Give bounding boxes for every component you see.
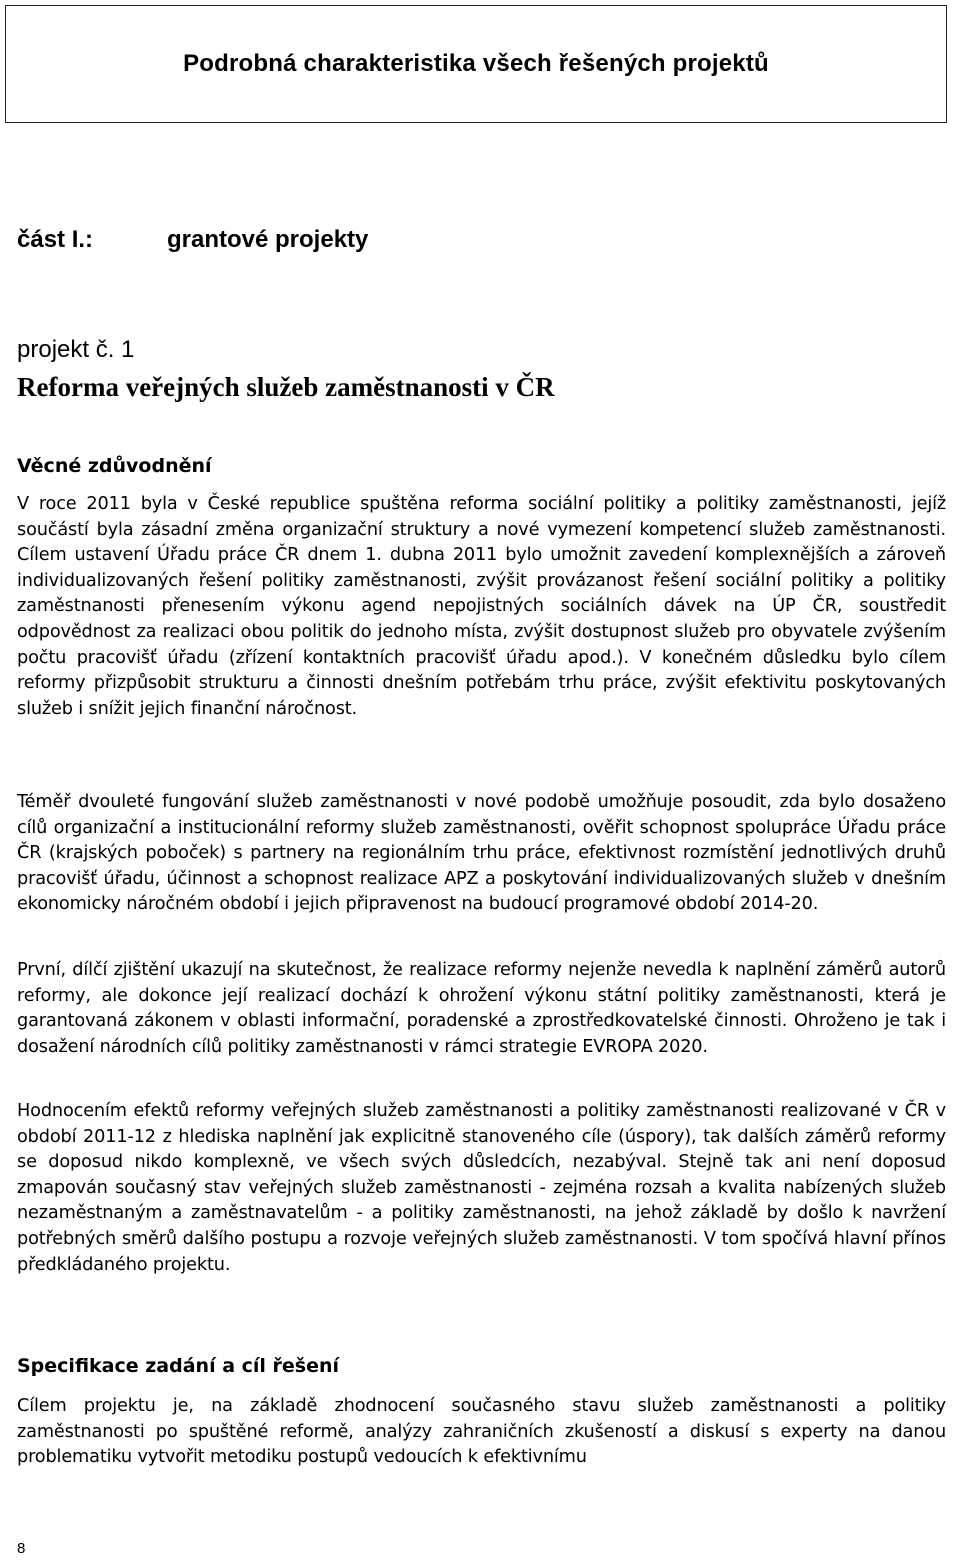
spec-heading: Specifikace zadání a cíl řešení: [17, 1355, 340, 1377]
part-label: část I.:: [17, 226, 94, 253]
paragraph-2: Téměř dvouleté fungování služeb zaměstnanosti v nové podobě umožňuje posoudit, zda bylo dosaženo cílů organizační a institucionální reformy služeb zaměstnanosti, ověřit schopnost spolupráce Úřadu práce ČR (krajských poboček) s partnery na regionálním trhu práce, efektivnost rozmístění jednotlivých druhů pracovišť úřadu, účinnost a schopnost realizace APZ a poskytování individualizovaných služeb v dnešním ekonomicky náročném období i jejich připravenost na budoucí programové období 2014-20.: [17, 792, 946, 915]
paragraph-1: V roce 2011 byla v České republice spuštěna reforma sociální politiky a politiky zaměstnanosti, jejíž součástí byla zásadní změna organizační struktury a nové vymezení kompetencí služeb zaměstnanosti. Cílem ustavení Úřadu práce ČR dnem 1. dubna 2011 bylo umožnit zavedení komplexnějších a zároveň individualizovaných řešení politiky zaměstnanosti, zvýšit provázanost řešení sociální politiky a politiky zaměstnanosti přenesením výkonu agend nepojistných sociálních dávek na ÚP ČR, soustředit odpovědnost za realizaci obou politik do jednoho místa, zvýšit dostupnost služeb pro obyvatele zvýšením počtu pracovišť úřadu (zřízení kontaktních pracovišť úřadu apod.). V konečném důsledku bylo cílem reformy přizpůsobit strukturu a činnosti dnešním potřebám trhu práce, zvýšit efektivitu poskytovaných služeb i snížit jejich finanční náročnost.: [17, 494, 946, 719]
page-number: 8: [17, 1540, 26, 1557]
project-number: projekt č. 1: [17, 336, 135, 363]
document-title: Podrobná charakteristika všech řešených projektů: [183, 50, 769, 77]
part-heading: [17, 226, 368, 254]
spec-paragraph: Cílem projektu je, na základě zhodnocení současného stavu služeb zaměstnanosti a politiky zaměstnanosti po spuštěné reformě, analýzy zahraničních zkušeností a diskusí s experty na danou problematiku vytvořit metodiku postupů vedoucích k efektivnímu: [17, 1396, 946, 1468]
paragraph-4: Hodnocením efektů reformy veřejných služeb zaměstnanosti a politiky zaměstnanosti realizované v ČR v období 2011-12 z hlediska naplnění jak explicitně stanoveného cíle (úspory), tak dalších záměrů reformy se doposud nikdo komplexně, ve všech svých důsledcích, nezabýval. Stejně tak ani není doposud zmapován současný stav veřejných služeb zaměstnanosti - zejména rozsah a kvalita nabízených služeb nezaměstnaným a zaměstnavatelům - a politiky zaměstnanosti, na jehož základě by došlo k navržení potřebných směrů dalšího postupu a rozvoje veřejných služeb zaměstnanosti. V tom spočívá hlavní přínos předkládaného projektu.: [17, 1101, 946, 1275]
project-title: Reforma veřejných služeb zaměstnanosti v ČR: [17, 372, 555, 402]
justification-heading: Věcné zdůvodnění: [17, 455, 212, 477]
paragraph-3: První, dílčí zjištění ukazují na skutečnost, že realizace reformy nejenže nevedla k naplnění záměrů autorů reformy, ale dokonce její realizací dochází k ohrožení výkonu státní politiky zaměstnanosti, která je garantovaná zákonem v oblasti informační, poradenské a zprostředkovatelské činnosti. Ohroženo je tak i dosažení národních cílů politiky zaměstnanosti v rámci strategie EVROPA 2020.: [17, 960, 946, 1057]
part-name: grantové projekty: [167, 226, 369, 253]
header-box: [5, 5, 947, 123]
